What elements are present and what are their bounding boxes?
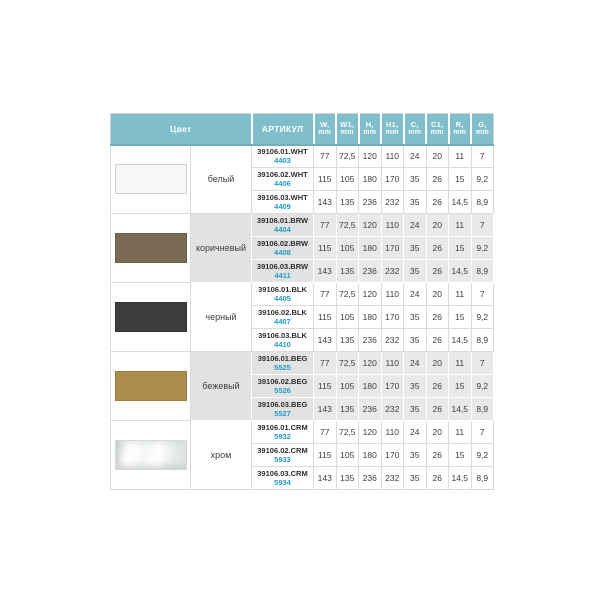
dim-value: 143: [314, 329, 337, 352]
dim-value: 110: [381, 214, 404, 237]
dim-value: 115: [314, 444, 337, 467]
dim-value: 8,9: [471, 191, 494, 214]
color-swatch-cell: [111, 352, 191, 421]
dim-value: 26: [426, 375, 449, 398]
dim-value: 236: [359, 260, 382, 283]
article-cell: [252, 260, 314, 283]
article-code: 39106.03.BLK: [258, 331, 307, 340]
dim-value: 14,5: [449, 329, 472, 352]
article-code: 39106.01.BRW: [256, 216, 309, 225]
dim-value: 135: [336, 191, 359, 214]
dim-value: 11: [449, 214, 472, 237]
article-code: 39106.01.WHT: [257, 147, 308, 157]
product-spec-table: [110, 113, 494, 490]
dim-value: 180: [359, 306, 382, 329]
dim-value: 11: [449, 283, 472, 306]
color-swatch-black: [115, 302, 187, 332]
article-code: 39106.03.WHT: [257, 193, 308, 202]
table-row: [111, 214, 494, 237]
dim-value: 11: [449, 145, 472, 168]
dim-value: 11: [449, 421, 472, 444]
article-number-link[interactable]: 4406: [274, 179, 291, 188]
article-cell: [252, 191, 314, 214]
article-number-link[interactable]: 5525: [274, 363, 291, 372]
dim-value: 26: [426, 444, 449, 467]
dim-value: 7: [471, 214, 494, 237]
color-swatch-cell: [111, 145, 191, 214]
dim-value: 180: [359, 375, 382, 398]
dim-value: 72,5: [336, 214, 359, 237]
dim-value: 35: [404, 444, 427, 467]
article-code: 39106.02.WHT: [257, 170, 308, 179]
dim-value: 77: [314, 421, 337, 444]
dim-value: 35: [404, 329, 427, 352]
dim-value: 14,5: [449, 467, 472, 490]
article-number-link[interactable]: 4409: [274, 202, 291, 211]
article-number-link[interactable]: 5527: [274, 409, 291, 418]
dim-value: 7: [471, 145, 494, 168]
dim-value: 105: [336, 168, 359, 191]
dim-value: 24: [404, 145, 427, 168]
dim-value: 232: [381, 329, 404, 352]
dim-value: 115: [314, 237, 337, 260]
dim-value: 15: [449, 375, 472, 398]
header-dim-6: C1, mm: [426, 114, 449, 145]
dim-value: 72,5: [336, 421, 359, 444]
dim-value: 26: [426, 329, 449, 352]
dim-value: 35: [404, 398, 427, 421]
table-row: [111, 145, 494, 168]
table-row: [111, 352, 494, 375]
dim-value: 9,2: [471, 237, 494, 260]
dim-value: 15: [449, 168, 472, 191]
dim-value: 105: [336, 306, 359, 329]
article-number-link[interactable]: 5932: [274, 432, 291, 441]
article-number-link[interactable]: 4403: [274, 156, 291, 166]
article-cell: [252, 467, 314, 490]
dim-value: 135: [336, 260, 359, 283]
dim-value: 26: [426, 168, 449, 191]
dim-value: 20: [426, 214, 449, 237]
dim-value: 135: [336, 467, 359, 490]
article-number-link[interactable]: 5934: [274, 478, 291, 487]
dim-value: 26: [426, 237, 449, 260]
table-row: [111, 283, 494, 306]
header-dim-5: C, mm: [404, 114, 427, 145]
dim-value: 236: [359, 467, 382, 490]
article-cell: [252, 168, 314, 191]
dim-value: 180: [359, 444, 382, 467]
dim-value: 9,2: [471, 444, 494, 467]
dim-value: 24: [404, 421, 427, 444]
dim-value: 115: [314, 168, 337, 191]
dim-value: 105: [336, 444, 359, 467]
dim-value: 7: [471, 421, 494, 444]
header-color-label: Цвет: [111, 114, 252, 145]
dim-value: 8,9: [471, 467, 494, 490]
dim-value: 15: [449, 237, 472, 260]
header-row: [111, 114, 494, 145]
header-dim-8: G, mm: [471, 114, 494, 145]
dim-value: 35: [404, 375, 427, 398]
color-name: хром: [191, 421, 252, 490]
dim-value: 143: [314, 467, 337, 490]
dim-value: 11: [449, 352, 472, 375]
dim-value: 170: [381, 237, 404, 260]
dim-value: 180: [359, 237, 382, 260]
article-code: 39106.02.BLK: [258, 308, 307, 317]
article-code: 39106.03.BEG: [257, 400, 308, 409]
dim-value: 7: [471, 283, 494, 306]
dim-value: 77: [314, 352, 337, 375]
dim-value: 9,2: [471, 375, 494, 398]
article-code: 39106.02.BEG: [257, 377, 308, 386]
article-cell: [252, 398, 314, 421]
color-swatch-brown: [115, 233, 187, 263]
article-cell: [252, 352, 314, 375]
dim-value: 72,5: [336, 352, 359, 375]
dim-value: 170: [381, 375, 404, 398]
dim-value: 77: [314, 283, 337, 306]
header-dim-1: W, mm: [314, 114, 337, 145]
dim-value: 115: [314, 306, 337, 329]
article-cell: [252, 306, 314, 329]
dim-value: 115: [314, 375, 337, 398]
header-dim-3: H, mm: [359, 114, 382, 145]
dim-value: 120: [359, 352, 382, 375]
header-dim-2: W1, mm: [336, 114, 359, 145]
dim-value: 120: [359, 283, 382, 306]
dim-value: 120: [359, 214, 382, 237]
dim-value: 143: [314, 398, 337, 421]
article-code: 39106.01.CRM: [257, 423, 308, 432]
dim-value: 77: [314, 214, 337, 237]
dim-value: 120: [359, 421, 382, 444]
table-row: [111, 421, 494, 444]
dim-value: 232: [381, 398, 404, 421]
color-name: белый: [191, 145, 252, 214]
dim-value: 26: [426, 306, 449, 329]
dim-value: 9,2: [471, 306, 494, 329]
dim-value: 170: [381, 306, 404, 329]
dim-value: 236: [359, 398, 382, 421]
dim-value: 105: [336, 375, 359, 398]
dim-value: 35: [404, 306, 427, 329]
article-number-link[interactable]: 4405: [274, 294, 291, 303]
article-cell: [252, 214, 314, 237]
dim-value: 8,9: [471, 329, 494, 352]
color-swatch-cell: [111, 214, 191, 283]
article-cell: [252, 375, 314, 398]
dim-value: 72,5: [336, 283, 359, 306]
dim-value: 20: [426, 283, 449, 306]
dim-value: 24: [404, 352, 427, 375]
color-swatch-cell: [111, 421, 191, 490]
article-number-link[interactable]: 5933: [274, 455, 291, 464]
article-cell: [252, 237, 314, 260]
dim-value: 35: [404, 168, 427, 191]
dim-value: 232: [381, 260, 404, 283]
article-cell: [252, 444, 314, 467]
dim-value: 135: [336, 398, 359, 421]
article-code: 39106.02.CRM: [257, 446, 308, 455]
dim-value: 20: [426, 421, 449, 444]
dim-value: 110: [381, 352, 404, 375]
dim-value: 9,2: [471, 168, 494, 191]
dim-value: 35: [404, 260, 427, 283]
dim-value: 26: [426, 398, 449, 421]
dim-value: 14,5: [449, 260, 472, 283]
dim-value: 180: [359, 168, 382, 191]
dim-value: 7: [471, 352, 494, 375]
dim-value: 14,5: [449, 191, 472, 214]
dim-value: 170: [381, 444, 404, 467]
article-cell: [252, 145, 314, 168]
dim-value: 110: [381, 421, 404, 444]
header-article-label: АРТИКУЛ: [252, 114, 314, 145]
dim-value: 120: [359, 145, 382, 168]
dim-value: 15: [449, 306, 472, 329]
color-swatch-cell: [111, 283, 191, 352]
dim-value: 110: [381, 145, 404, 168]
dim-value: 26: [426, 260, 449, 283]
dim-value: 14,5: [449, 398, 472, 421]
article-number-link[interactable]: 5526: [274, 386, 291, 395]
color-name: бежевый: [191, 352, 252, 421]
dim-value: 236: [359, 329, 382, 352]
color-name: коричневый: [191, 214, 252, 283]
dim-value: 35: [404, 467, 427, 490]
dim-value: 20: [426, 352, 449, 375]
dim-value: 8,9: [471, 398, 494, 421]
article-number-link[interactable]: 4410: [274, 340, 291, 349]
dim-value: 143: [314, 260, 337, 283]
dim-value: 20: [426, 145, 449, 168]
dim-value: 35: [404, 237, 427, 260]
dim-value: 26: [426, 191, 449, 214]
color-swatch-beige: [115, 371, 187, 401]
dim-value: 170: [381, 168, 404, 191]
dim-value: 35: [404, 191, 427, 214]
dim-value: 110: [381, 283, 404, 306]
article-number-link[interactable]: 4404: [274, 225, 291, 234]
dim-value: 135: [336, 329, 359, 352]
dim-value: 24: [404, 214, 427, 237]
article-number-link[interactable]: 4408: [274, 248, 291, 257]
color-swatch-white: [115, 164, 187, 194]
dim-value: 232: [381, 191, 404, 214]
dim-value: 24: [404, 283, 427, 306]
article-cell: [252, 283, 314, 306]
header-dim-4: H1, mm: [381, 114, 404, 145]
header-dim-7: R, mm: [449, 114, 472, 145]
dim-value: 105: [336, 237, 359, 260]
article-cell: [252, 421, 314, 444]
article-number-link[interactable]: 4411: [274, 271, 291, 280]
dim-value: 232: [381, 467, 404, 490]
article-cell: [252, 329, 314, 352]
article-code: 39106.03.CRM: [257, 469, 308, 478]
dim-value: 143: [314, 191, 337, 214]
color-name: черный: [191, 283, 252, 352]
color-swatch-chrome: [115, 440, 187, 470]
dim-value: 8,9: [471, 260, 494, 283]
dim-value: 15: [449, 444, 472, 467]
article-number-link[interactable]: 4407: [274, 317, 291, 326]
article-code: 39106.01.BLK: [258, 285, 307, 294]
article-code: 39106.03.BRW: [256, 262, 309, 271]
article-code: 39106.01.BEG: [257, 354, 308, 363]
dim-value: 236: [359, 191, 382, 214]
dim-value: 26: [426, 467, 449, 490]
dim-value: 77: [314, 145, 337, 168]
article-code: 39106.02.BRW: [256, 239, 309, 248]
dim-value: 72,5: [336, 145, 359, 168]
